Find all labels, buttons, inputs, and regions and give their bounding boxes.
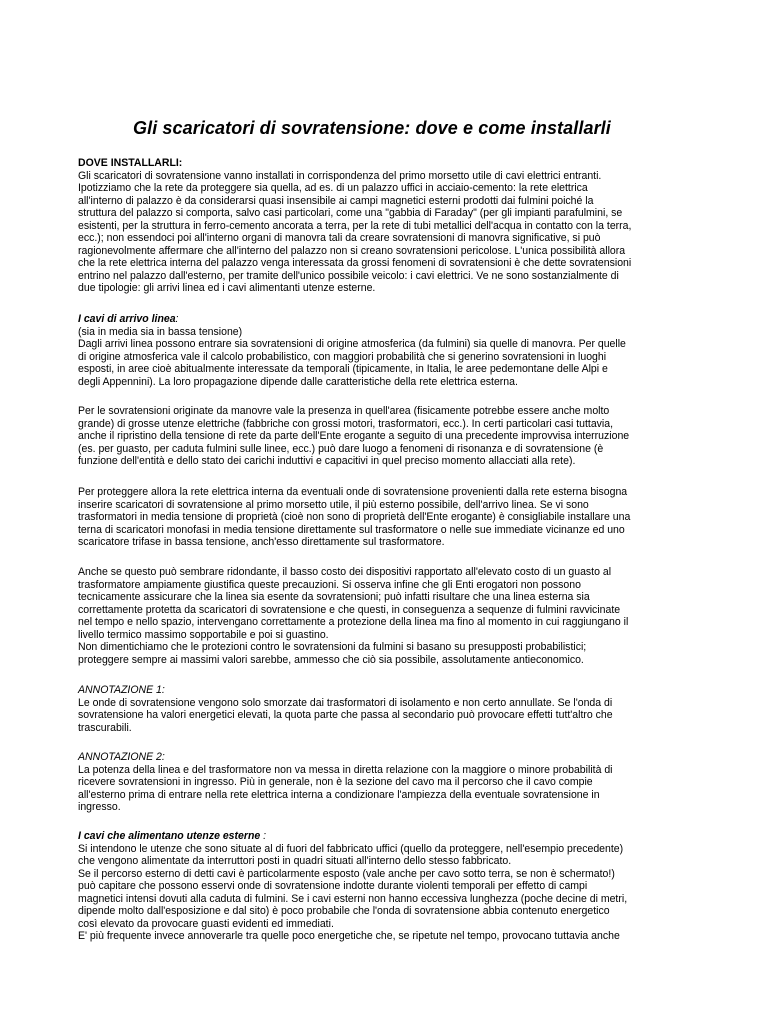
text-line: che vengono alimentate da interruttori posti in quadri situati all'interno dello stesso fabbricato. xyxy=(78,855,512,868)
text-line: funzione dell'entità e dello stato dei carichi induttivi e capacitivi in quel preciso momento allacciati alla rete). xyxy=(78,455,576,468)
text-line: esistenti, per la struttura in ferro-cemento ancorata a terra, per la rete di tubi metallici dell'acqua in contatto con la terra, xyxy=(78,219,632,232)
text-line: E' più frequente invece annoverarle tra quelle poco energetiche che, se ripetute nel tempo, provocano tuttavia anche xyxy=(78,930,620,943)
text-line: (sia in media sia in bassa tensione) xyxy=(78,325,243,338)
text-line: Anche se questo può sembrare ridondante, il basso costo dei dispositivi rapportato all'elevato costo di un guasto al xyxy=(78,566,612,578)
text-line: così elevato da provocare guasti evidenti ed immediati. xyxy=(78,917,334,930)
paragraph-proteggere xyxy=(78,486,698,549)
text-line: dipende molto dall'esposizione e dal sito) è poco probabile che l'onda di sovratensione abbia contenuto energetico xyxy=(78,905,610,918)
text-line: Se il percorso esterno di detti cavi è particolarmente esposto (vale anche per cavo sotto terra, se non è schermato!) xyxy=(78,867,615,880)
text-line: struttura del palazzo si comporta, salvo casi particolari, come una "gabbia di Faraday" (per gli impianti parafulmini, se xyxy=(78,207,623,220)
text-line: inserire scaricatori di sovratensione al primo morsetto utile, il più esterno possibile, dell'arrivo linea. Se vi sono xyxy=(78,498,589,511)
section-dove-installarli xyxy=(78,157,698,295)
text-line: livello termico massimo sopportabile e poi si guastino. xyxy=(78,628,329,641)
page-title: Gli scaricatori di sovratensione: dove e come installarli xyxy=(133,118,611,138)
text-line: anche il ripristino della tensione di rete da parte dell'Ente erogante a seguito di una precedente improvvisa interruzione xyxy=(78,430,630,443)
text-line: trasformatori in media tensione di proprietà (cioè non sono di proprietà dell'Ente erogante) è consigliabile installare una xyxy=(78,511,631,524)
section-heading-row xyxy=(78,313,693,326)
section-heading: I cavi che alimentano utenze esterne xyxy=(78,830,261,842)
text-line: esposti, in aree cioè abitualmente interessate da temporali (tipicamente, in Italia, le aree pedemontane delle Alpi e xyxy=(78,363,608,376)
text-line: trascurabili. xyxy=(78,721,132,734)
text-line: degli Appennini). La loro propagazione dipende dalle caratteristiche della rete elettrica esterna. xyxy=(78,375,518,388)
text-line: ingresso. xyxy=(78,801,121,814)
text-line: sovratensione ha valori energetici elevati, la quota parte che passa al secondario può provocare effetti tutt'altro che xyxy=(78,709,613,722)
text-line: all'esterno prima di entrare nella rete elettrica interna a condizionare l'ampiezza della eventuale sovratensione in xyxy=(78,788,600,801)
text-line: ragionevolmente affermare che all'interno del palazzo non si creano sovratensioni pericolose. L'unica possibilità allora xyxy=(78,244,626,257)
section-heading: DOVE INSTALLARLI: xyxy=(78,157,183,169)
annotation-heading: ANNOTAZIONE 1: xyxy=(78,684,165,696)
text-line: Per le sovratensioni originate da manovre vale la presenza in quell'area (fisicamente potrebbe essere anche molto xyxy=(78,405,610,417)
section-heading-row xyxy=(78,830,693,843)
text-line: Le onde di sovratensione vengono solo smorzate dai trasformatori di isolamento e non certo annullate. Se l'onda di xyxy=(78,696,613,709)
text-line: (es. per guasto, per caduta fulmini sulle linee, ecc.) può dare luogo a fenomeni di risonanza e di sovratensione (è xyxy=(78,442,604,455)
text-line: Si intendono le utenze che sono situate al di fuori del fabbricato uffici (quello da proteggere, nell'esempio precedente) xyxy=(78,842,624,855)
section-cavi-arrivo-linea xyxy=(78,313,698,388)
text-line: Per proteggere allora la rete elettrica interna da eventuali onde di sovratensione provenienti dalla rete esterna bisogna xyxy=(78,486,628,498)
text-line: La potenza della linea e del trasformatore non va messa in diretta relazione con la maggiore o minore probabilità di xyxy=(78,763,613,776)
text-line: terna di scaricatori monofasi in media tensione direttamente sul trasformatore o nelle sue immediate vicinanze ed uno xyxy=(78,523,625,536)
text-line: scaricatore trifase in bassa tensione, anch'esso direttamente sul trasformatore. xyxy=(78,536,445,549)
text-line: correttamente protetta da scaricatori di sovratensione e che questi, in conseguenza a sequenze di fulmini ravvicinate xyxy=(78,603,621,616)
section-heading: I cavi di arrivo linea xyxy=(78,313,176,325)
text-line: Gli scaricatori di sovratensione vanno installati in corrispondenza del primo morsetto utile di cavi elettrici entranti. xyxy=(78,169,602,182)
text-line: può capitare che possono esservi onde di sovratensione indotte durante violenti temporali per effetto di campi xyxy=(78,880,588,893)
text-line: due tipologie: gli arrivi linea ed i cavi alimentanti utenze esterne. xyxy=(78,282,376,295)
section-cavi-utenze-esterne xyxy=(78,830,698,943)
text-line: all'interno di palazzo è da considerarsi quasi insensibile ai campi magnetici esterni prodotti dai fulmini poiché la xyxy=(78,194,594,207)
text-line: Ipotizziamo che la rete da proteggere sia quella, ad es. di un palazzo uffici in acciaio-cemento: la rete elettrica xyxy=(78,182,588,195)
text-line: Dagli arrivi linea possono entrare sia sovratensioni di origine atmosferica (da fulmini) sia quelle di manovra. Per quelle xyxy=(78,338,626,351)
text-line: grande) di grosse utenze elettriche (fabbriche con grossi motori, trasformatori, ecc.). In certi particolari casi tuttavia, xyxy=(78,417,614,430)
text-line: nel tempo e nello spazio, intervengano correttamente a protezione della linea ma fino al momento in cui raggiungano il xyxy=(78,616,629,629)
text-line: proteggere sempre ai massimi valori sarebbe, ammesso che ciò sia possibile, assolutamente antieconomico. xyxy=(78,653,584,666)
text-line: Non dimentichiamo che le protezioni contro le sovratensioni da fulmini si basano su presupposti probabilistici; xyxy=(78,641,587,654)
text-line: di origine atmosferica vale il calcolo probabilistico, con maggiori probabilità che si generino sovratensioni in luoghi xyxy=(78,350,607,363)
text-line: ecc.); non essendoci poi all'interno organi di manovra tali da creare sovratensioni di manovra significative, si può xyxy=(78,232,601,245)
annotation-heading: ANNOTAZIONE 2: xyxy=(78,751,165,763)
heading-suffix: : xyxy=(260,830,267,842)
text-line: che la rete elettrica interna del palazzo venga interessata da grossi fenomeni di sovratensioni è che dette sovratensioni xyxy=(78,257,632,270)
text-line: trasformatore ampiamente giustifica queste precauzioni. Si osserva infine che gli Enti erogatori non possono xyxy=(78,578,581,591)
paragraph-manovre xyxy=(78,405,698,468)
heading-suffix: : xyxy=(175,313,179,325)
annotazione-1 xyxy=(78,684,698,734)
text-line: magnetici intensi dovuti alla caduta di fulmini. Se i cavi esterni non hanno eccessiva lunghezza (poche decine di metri, xyxy=(78,892,628,905)
text-line: ricevere sovratensioni in ingresso. Più in generale, non è la sezione del cavo ma il percorso che il cavo compie xyxy=(78,776,593,789)
annotazione-2 xyxy=(78,751,698,814)
text-line: entrino nel palazzo dall'esterno, per tramite dell'unico possibile veicolo: i cavi elettrici. Ve ne sono sostanzialmente di xyxy=(78,269,619,282)
text-line: tecnicamente assicurare che la linea sia esente da sovratensioni; può infatti risultare che una linea esterna sia xyxy=(78,591,590,604)
paragraph-ridondante xyxy=(78,566,698,666)
